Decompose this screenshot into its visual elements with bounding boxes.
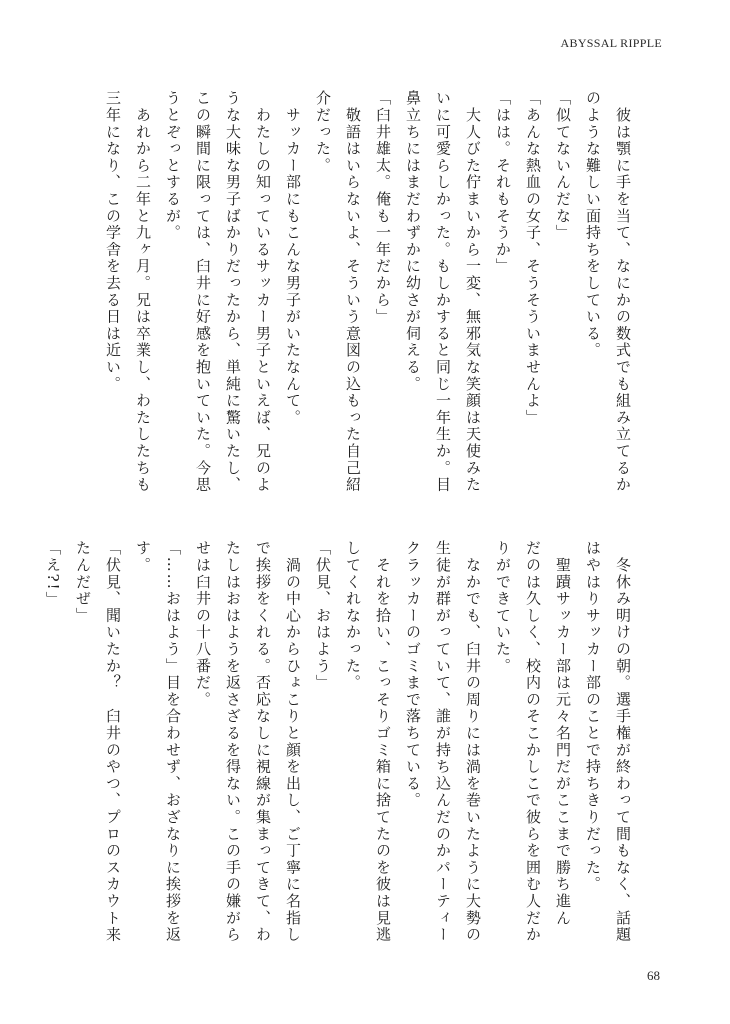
text-line: 「伏見、聞いたか？ 臼井のやつ、プロのスカウト来 <box>104 540 122 944</box>
text-line: りができていた。 <box>494 540 512 675</box>
text-line: 大人びた佇まいから一変、無邪気な笑顔は天使みた <box>464 90 482 494</box>
text-line: 介だった。 <box>314 90 332 174</box>
text-line: たしはおはようを返さざるを得ない。この手の嫌がら <box>224 540 242 944</box>
text-line: 「はは。それもそうか」 <box>494 90 512 275</box>
text-line: 「臼井雄太。俺も一年だから」 <box>374 90 392 326</box>
text-line: うとぞっとするが。 <box>164 90 182 242</box>
text-line: はやはりサッカー部のことで持ちきりだった。 <box>584 540 602 893</box>
text-line: 「伏見、おはよう」 <box>314 540 332 692</box>
lower-text-block <box>44 540 638 960</box>
text-line: 彼は顎に手を当て、なにかの数式でも組み立てるか <box>614 90 632 494</box>
text-line: サッカー部にもこんな男子がいたなんて。 <box>284 90 302 426</box>
text-line: 渦の中心からひょこりと顔を出し、ご丁寧に名指し <box>284 540 302 944</box>
text-line: あれから二年と九ヶ月。兄は卒業し、わたしたちも <box>134 90 152 494</box>
text-line: それを拾い、こっそりゴミ箱に捨てたのを彼は見逃 <box>374 540 392 944</box>
text-line: いに可愛らしかった。もしかすると同じ一年生か。目 <box>434 90 452 494</box>
text-line: だのは久しく、校内のそこかしこで彼らを囲む人だか <box>524 540 542 944</box>
text-line: この瞬間に限っては、臼井に好感を抱いていた。今思 <box>194 90 212 494</box>
text-line: 「え?!」 <box>44 540 62 609</box>
text-line: 三年になり、この学舎を去る日は近い。 <box>104 90 122 393</box>
text-line: 鼻立ちにはまだわずかに幼さが伺える。 <box>404 90 422 393</box>
text-line: 聖蹟サッカー部は元々名門だがここまで勝ち進ん <box>554 540 572 927</box>
upper-text-block <box>104 90 638 510</box>
text-line: してくれなかった。 <box>344 540 362 692</box>
text-line: のような難しい面持ちをしている。 <box>584 90 602 359</box>
text-line: 敬語はいらないよ、そういう意図の込もった自己紹 <box>344 90 362 494</box>
text-line: せは臼井の十八番だ。 <box>194 540 212 708</box>
text-line: うな大味な男子ばかりだったから、単純に驚いたし、 <box>224 90 242 494</box>
text-line: 冬休み明けの朝。選手権が終わって間もなく、話題 <box>614 540 632 944</box>
running-head: ABYSSAL RIPPLE <box>560 36 662 50</box>
text-line: で挨拶をくれる。否応なしに視線が集まってきて、わ <box>254 540 272 944</box>
text-line: たんだぜ」 <box>74 540 92 624</box>
text-line: す。 <box>134 540 152 574</box>
text-line: わたしの知っているサッカー男子といえば、兄のよ <box>254 90 272 494</box>
page-number: 68 <box>647 968 660 983</box>
text-line: クラッカーのゴミまで落ちている。 <box>404 540 422 809</box>
text-line: なかでも、臼井の周りには渦を巻いたように大勢の <box>464 540 482 944</box>
text-line: 「……おはよう」目を合わせず、おざなりに挨拶を返 <box>164 540 182 944</box>
text-line: 「あんな熱血の女子、そうそういませんよ」 <box>524 90 542 426</box>
text-line: 「似てないんだな」 <box>554 90 572 242</box>
text-line: 生徒が群がっていて、誰が持ち込んだのかパーティー <box>434 540 452 944</box>
